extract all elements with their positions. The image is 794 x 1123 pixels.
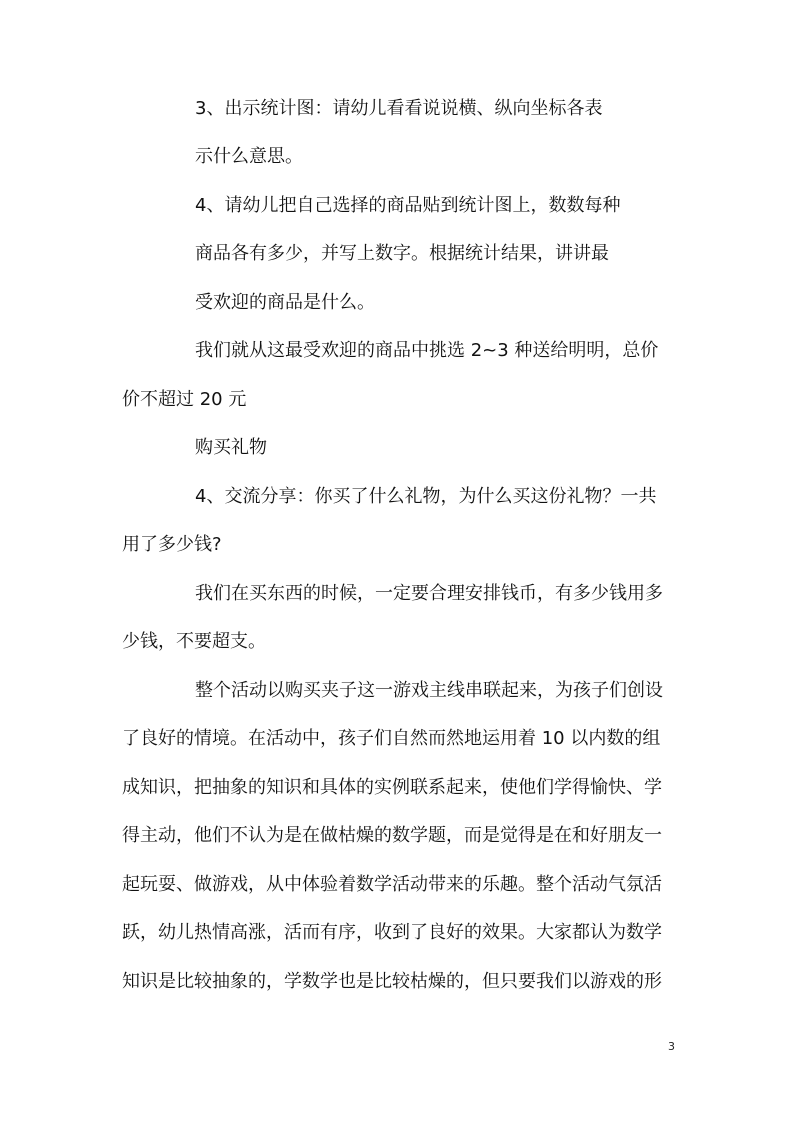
text-line: 得主动，他们不认为是在做枯燥的数学题，而是觉得是在和好朋友一 [122,825,662,846]
text-line: 知识是比较抽象的，学数学也是比较枯燥的，但只要我们以游戏的形 [122,971,662,992]
text-line: 起玩耍、做游戏，从中体验着数学活动带来的乐趣。整个活动气氛活 [122,874,662,895]
text-line: 少钱，不要超支。 [122,631,266,652]
text-line: 我们就从这最受欢迎的商品中挑选 2~3 种送给明明，总价 [195,340,659,361]
text-line: 跃，幼儿热情高涨，活而有序，收到了良好的效果。大家都认为数学 [122,922,662,943]
text-line: 用了多少钱? [122,534,222,555]
text-line: 4、交流分享：你买了什么礼物，为什么买这份礼物？一共 [195,486,657,507]
text-line: 受欢迎的商品是什么。 [195,292,375,313]
text-line: 整个活动以购买夹子这一游戏主线串联起来，为孩子们创设 [195,680,663,701]
text-line: 商品各有多少，并写上数字。根据统计结果，讲讲最 [195,243,609,264]
text-line: 我们在买东西的时候，一定要合理安排钱币，有多少钱用多 [195,583,663,604]
text-line: 了良好的情境。在活动中，孩子们自然而然地运用着 10 以内数的组 [122,728,661,749]
text-line: 3、出示统计图：请幼儿看看说说横、纵向坐标各表 [195,98,603,119]
text-line: 购买礼物 [195,437,267,458]
text-line: 示什么意思。 [195,146,303,167]
text-line: 价不超过 20 元 [122,389,247,410]
page-number: 3 [668,1040,675,1053]
text-line: 4、请幼儿把自己选择的商品贴到统计图上，数数每种 [195,195,621,216]
text-line: 成知识，把抽象的知识和具体的实例联系起来，使他们学得愉快、学 [122,777,662,798]
